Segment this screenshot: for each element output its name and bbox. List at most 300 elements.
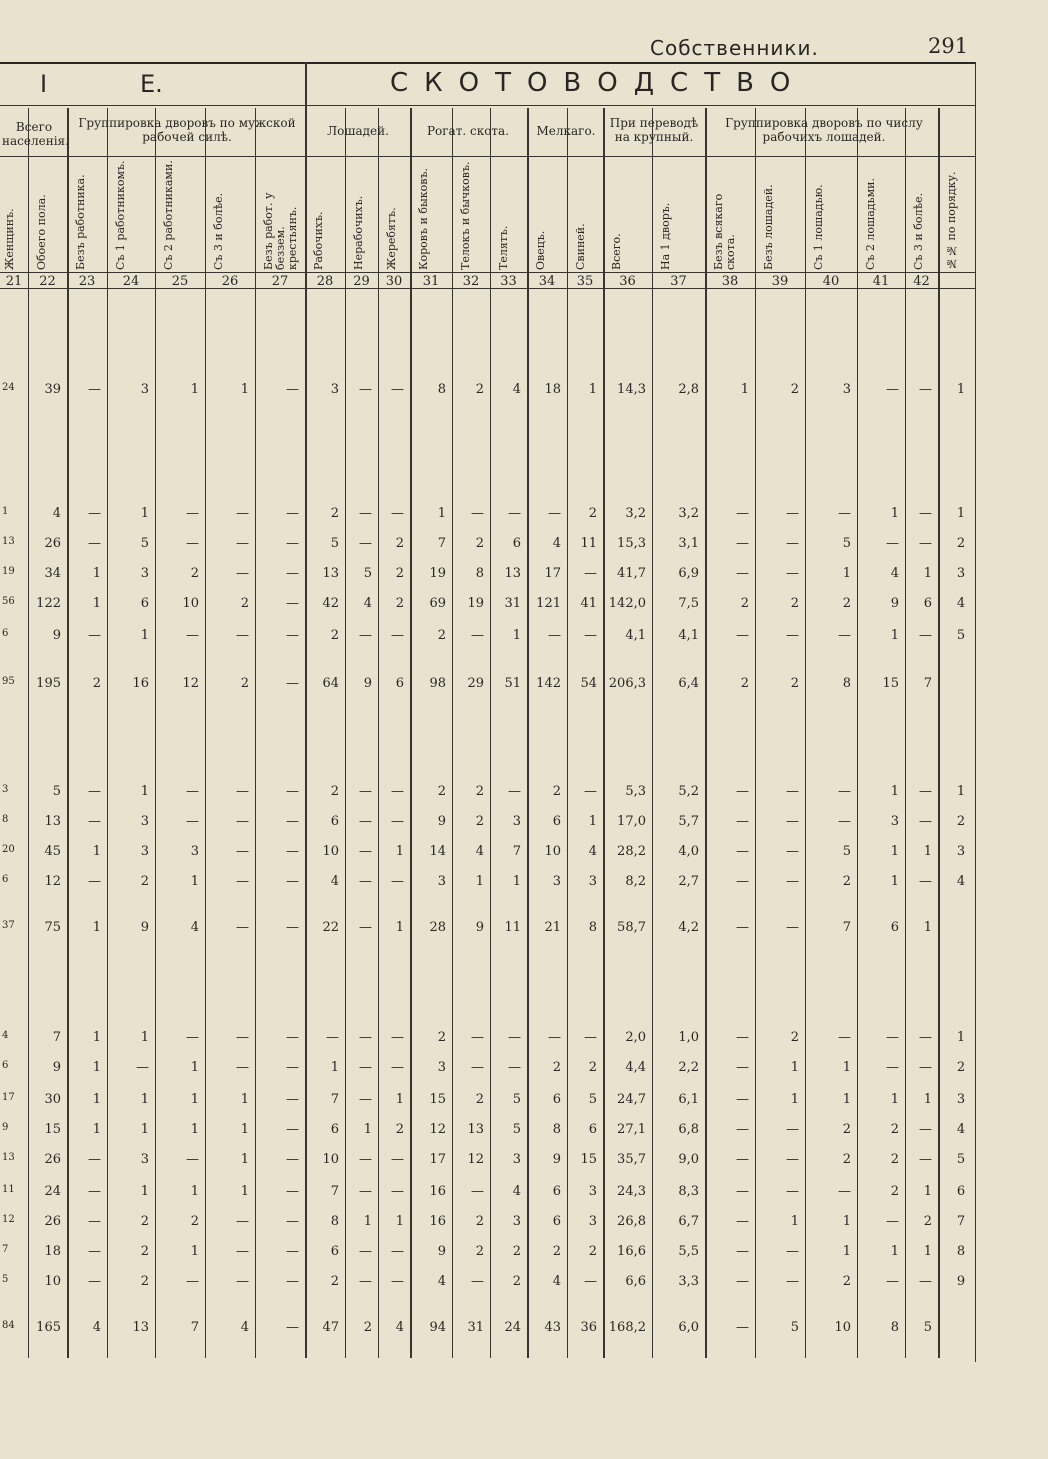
table-cell: 4 [240,1320,249,1335]
table-cell: — [786,1274,799,1289]
table-cell: — [919,506,932,521]
running-title: Собственники. [650,36,819,60]
table-cell: — [236,1060,249,1075]
table-cell: 2 [842,874,851,889]
table-cell: 1 [395,1092,404,1107]
table-cell: 2 [330,784,339,799]
table-cell: 2 [588,506,597,521]
table-cell: — [286,536,299,551]
table-cell: 6,6 [625,1274,646,1289]
row-women-count: 12 [2,1214,15,1225]
row-order-number: 1 [956,784,966,799]
table-cell: 17,0 [617,814,646,829]
table-cell: 1 [92,596,101,611]
table-cell: 1 [790,1060,799,1075]
table-cell: — [88,1274,101,1289]
table-cell: — [736,1152,749,1167]
table-cell: 8 [842,676,851,691]
column-number: 42 [913,274,930,289]
table-cell: — [736,1030,749,1045]
table-cell: 15,3 [617,536,646,551]
table-cell: 6,4 [678,676,699,691]
table-cell: 2 [475,1244,484,1259]
table-cell: 13 [322,566,339,581]
table-cell: 1 [512,628,521,643]
table-cell: 9 [437,1244,446,1259]
table-cell: — [236,1274,249,1289]
table-cell: — [236,1214,249,1229]
table-cell: — [136,1060,149,1075]
table-cell: 6 [588,1122,597,1137]
table-cell: 4 [552,536,561,551]
table-cell: — [736,566,749,581]
table-cell: 2 [240,596,249,611]
table-row [0,814,975,834]
table-cell: 2,2 [678,1060,699,1075]
table-cell: — [359,1274,372,1289]
group-horses: Лошадей. [327,124,389,138]
table-cell: 7 [437,536,446,551]
table-cell: — [919,874,932,889]
table-cell: 6 [552,1184,561,1199]
table-cell: 5 [588,1092,597,1107]
table-cell: 21 [544,920,561,935]
row-order-number: 2 [956,814,966,829]
table-cell: 1 [923,1244,932,1259]
table-cell: 2 [140,874,149,889]
table-cell: 1 [140,628,149,643]
table-cell: 26 [44,536,61,551]
table-cell: — [391,1152,404,1167]
table-cell: 4,2 [678,920,699,935]
table-cell: 3 [437,1060,446,1075]
table-row [0,874,975,894]
table-cell: 8,3 [678,1184,699,1199]
table-cell: — [391,814,404,829]
table-cell: 4,4 [625,1060,646,1075]
table-cell: 2 [363,1320,372,1335]
column-number: 31 [422,274,440,289]
column-number: 21 [5,274,23,289]
table-cell: — [736,844,749,859]
group-cattle: Рогат. скота. [426,124,510,138]
column-number: 39 [771,274,789,289]
table-cell: 2 [588,1060,597,1075]
table-cell: — [359,1092,372,1107]
table-cell: 6 [395,676,404,691]
row-women-count: 84 [2,1320,15,1331]
table-cell: — [286,676,299,691]
table-cell: 1 [92,1060,101,1075]
table-cell: — [391,382,404,397]
table-cell: — [359,506,372,521]
table-cell: — [88,628,101,643]
table-cell: 4 [330,874,339,889]
table-cell: 5,7 [678,814,699,829]
table-cell: — [286,920,299,935]
table-cell: 39 [44,382,61,397]
row-order-number: 4 [956,596,966,611]
table-cell: 13 [132,1320,149,1335]
table-cell: 29 [467,676,484,691]
vertical-rule [305,62,307,108]
table-cell: 1 [740,382,749,397]
column-number: 36 [619,274,636,289]
table-cell: — [736,506,749,521]
table-cell: — [236,536,249,551]
table-cell: 2 [790,1030,799,1045]
table-cell: 1 [890,844,899,859]
table-cell: 24,3 [617,1184,646,1199]
table-cell: 2 [437,628,446,643]
table-cell: 2 [140,1244,149,1259]
table-cell: 3 [140,1152,149,1167]
table-cell: 26 [44,1152,61,1167]
column-number: 28 [316,274,334,289]
table-cell: 4 [395,1320,404,1335]
table-cell: — [286,784,299,799]
table-cell: — [359,920,372,935]
table-cell: — [286,1060,299,1075]
table-cell: 1 [140,784,149,799]
table-cell: — [286,844,299,859]
row-women-count: 6 [2,628,9,639]
group-small-livestock: Мелкаго. [536,124,596,138]
table-cell: — [286,1274,299,1289]
table-cell: — [736,1274,749,1289]
table-cell: 75 [44,920,61,935]
table-cell: 28 [429,920,446,935]
table-cell: 3 [330,382,339,397]
row-order-number: 3 [956,844,966,859]
horizontal-rule [0,105,975,106]
column-number: 32 [462,274,480,289]
table-cell: 2 [552,1060,561,1075]
table-cell: — [786,536,799,551]
table-cell: 3 [140,814,149,829]
table-cell: 17 [429,1152,446,1167]
table-cell: — [736,1320,749,1335]
table-cell: 5 [790,1320,799,1335]
table-cell: 4 [363,596,372,611]
table-cell: — [236,566,249,581]
column-label: Съ 2 лошадьми. [864,178,877,270]
table-cell: — [736,536,749,551]
column-label: На 1 дворъ. [659,202,672,270]
column-label: Телятъ. [497,225,510,270]
table-cell: 3 [890,814,899,829]
row-women-count: 6 [2,874,9,885]
table-cell: — [584,628,597,643]
column-label: Съ 2 работниками. [162,160,175,270]
table-cell: 3 [552,874,561,889]
table-cell: 4,1 [678,628,699,643]
table-cell: 2 [475,536,484,551]
column-label: Съ 3 и болѣе. [212,192,225,270]
row-women-count: 19 [2,566,15,577]
table-cell: — [471,1030,484,1045]
table-cell: 1 [240,1184,249,1199]
table-cell: 15 [882,676,899,691]
column-label: Овецъ. [534,230,547,270]
table-cell: — [186,536,199,551]
table-cell: — [786,814,799,829]
table-cell: 1 [92,844,101,859]
table-cell: — [736,814,749,829]
table-cell: — [186,506,199,521]
table-cell: — [286,1092,299,1107]
table-row [0,920,975,940]
column-label: Безъ лошадей. [762,184,775,270]
table-cell: 4 [475,844,484,859]
table-cell: 8,2 [625,874,646,889]
column-label: Съ 1 лошадью. [812,184,825,270]
table-cell: 1 [240,1092,249,1107]
table-cell: 9 [52,1060,61,1075]
table-cell: 122 [36,596,61,611]
table-cell: 2 [140,1274,149,1289]
column-label: Жеребятъ. [385,207,398,270]
table-cell: — [508,1060,521,1075]
column-label: Нерабочихъ. [352,195,365,270]
table-cell: — [508,506,521,521]
table-cell: — [838,1030,851,1045]
table-cell: 28,2 [617,844,646,859]
table-cell: 121 [536,596,561,611]
table-cell: — [186,628,199,643]
table-cell: 4 [588,844,597,859]
row-order-number: 5 [956,628,966,643]
table-cell: 4,1 [625,628,646,643]
table-cell: 7 [330,1092,339,1107]
table-cell: — [236,920,249,935]
table-cell: — [391,628,404,643]
top-rule [0,62,975,64]
table-row [0,1030,975,1050]
table-cell: — [286,1244,299,1259]
table-cell: 9 [475,920,484,935]
table-cell: — [584,784,597,799]
table-cell: 7 [52,1030,61,1045]
row-women-count: 11 [2,1184,15,1195]
table-cell: 6 [552,814,561,829]
table-cell: 2 [395,596,404,611]
table-cell: 3,2 [625,506,646,521]
table-cell: — [736,1060,749,1075]
table-cell: — [548,506,561,521]
table-cell: 168,2 [608,1320,646,1335]
table-cell: 1 [923,844,932,859]
table-cell: 1 [190,382,199,397]
row-order-number: 9 [956,1274,966,1289]
table-cell: 1 [842,1214,851,1229]
table-cell: — [391,1184,404,1199]
table-cell: — [886,1060,899,1075]
table-cell: — [736,1122,749,1137]
table-cell: 1 [790,1092,799,1107]
table-cell: 5 [52,784,61,799]
table-cell: 3 [512,1214,521,1229]
table-cell: — [186,814,199,829]
table-cell: 6 [552,1092,561,1107]
table-cell: 2 [240,676,249,691]
table-cell: — [286,382,299,397]
table-cell: 13 [44,814,61,829]
table-cell: — [391,1030,404,1045]
table-cell: 9 [437,814,446,829]
table-cell: 5,3 [625,784,646,799]
table-cell: 1 [890,628,899,643]
table-cell: — [186,1030,199,1045]
table-cell: — [286,566,299,581]
table-cell: 2 [842,1274,851,1289]
table-cell: — [186,784,199,799]
table-row [0,1320,975,1340]
table-cell: 2 [790,382,799,397]
table-cell: — [236,1030,249,1045]
group-by-horses: Группировка дворовъ по числу рабочихъ лошадей. [725,116,923,144]
table-cell: 45 [44,844,61,859]
table-cell: — [391,784,404,799]
column-number: 26 [221,274,239,289]
column-label: №№ по порядку. [945,171,958,270]
section-letter: Е. [140,70,163,98]
table-cell: 1 [190,1244,199,1259]
table-cell: — [471,506,484,521]
row-women-count: 1 [2,506,9,517]
table-cell: — [919,382,932,397]
table-cell: 206,3 [608,676,646,691]
table-cell: 3,3 [678,1274,699,1289]
table-cell: 54 [580,676,597,691]
table-cell: 8 [588,920,597,935]
table-cell: 26,8 [617,1214,646,1229]
table-cell: — [838,784,851,799]
table-cell: 8 [437,382,446,397]
table-cell: 47 [322,1320,339,1335]
table-cell: 3 [588,1184,597,1199]
table-cell: 15 [580,1152,597,1167]
table-cell: 8 [475,566,484,581]
table-cell: 11 [504,920,521,935]
table-cell: — [359,844,372,859]
row-women-count: 3 [2,784,9,795]
table-cell: 98 [429,676,446,691]
table-cell: — [236,814,249,829]
table-row [0,1092,975,1112]
horizontal-rule [0,156,975,157]
table-cell: 31 [467,1320,484,1335]
table-cell: — [471,628,484,643]
table-cell: 2 [512,1274,521,1289]
table-cell: — [88,784,101,799]
table-row [0,1060,975,1080]
table-cell: — [286,874,299,889]
table-cell: 4 [92,1320,101,1335]
column-number: 35 [576,274,594,289]
table-cell: 1 [395,920,404,935]
table-cell: 3 [437,874,446,889]
page-number: 291 [928,34,969,58]
table-cell: — [584,1274,597,1289]
table-cell: — [786,1122,799,1137]
row-women-count: 13 [2,1152,15,1163]
table-cell: 3,2 [678,506,699,521]
table-cell: 94 [429,1320,446,1335]
table-cell: 6 [330,1122,339,1137]
table-cell: — [736,1244,749,1259]
table-cell: 3 [140,566,149,581]
table-cell: 1 [92,920,101,935]
table-cell: 2 [330,1274,339,1289]
column-number: 38 [721,274,739,289]
table-cell: 1 [842,1244,851,1259]
table-cell: 2 [395,536,404,551]
table-cell: 195 [36,676,61,691]
row-order-number: 5 [956,1152,966,1167]
table-cell: 6 [140,596,149,611]
row-order-number: 8 [956,1244,966,1259]
table-cell: 2 [790,596,799,611]
table-cell: — [88,382,101,397]
table-cell: — [391,1060,404,1075]
table-cell: 2 [437,784,446,799]
table-cell: 7 [190,1320,199,1335]
table-cell: 64 [322,676,339,691]
row-women-count: 5 [2,1274,9,1285]
table-cell: 1 [140,506,149,521]
table-cell: 5 [842,844,851,859]
table-cell: 2 [740,676,749,691]
table-cell: 13 [504,566,521,581]
table-cell: 2 [890,1184,899,1199]
table-cell: 2 [512,1244,521,1259]
table-cell: — [359,1244,372,1259]
table-cell: 24,7 [617,1092,646,1107]
table-cell: — [359,1060,372,1075]
table-cell: 2 [475,1214,484,1229]
table-cell: — [786,628,799,643]
table-cell: — [186,1274,199,1289]
table-cell: 1 [92,566,101,581]
table-cell: 3 [588,874,597,889]
table-cell: — [359,784,372,799]
column-number: 30 [385,274,403,289]
table-cell: 24 [504,1320,521,1335]
row-order-number: 2 [956,536,966,551]
table-row [0,676,975,696]
table-cell: 9 [890,596,899,611]
row-order-number: 6 [956,1184,966,1199]
table-cell: — [919,1122,932,1137]
row-women-count: 37 [2,920,15,931]
row-women-count: 7 [2,1244,9,1255]
table-cell: — [786,506,799,521]
table-row [0,1184,975,1204]
table-cell: — [286,1122,299,1137]
column-number: 37 [670,274,687,289]
table-cell: 2 [92,676,101,691]
table-cell: 10 [322,844,339,859]
table-cell: — [838,506,851,521]
table-cell: 1 [588,382,597,397]
table-cell: — [736,1214,749,1229]
table-cell: 1 [190,1184,199,1199]
column-label: Свиней. [574,223,587,270]
table-cell: 2 [552,1244,561,1259]
table-cell: 1 [790,1214,799,1229]
table-cell: — [786,1244,799,1259]
